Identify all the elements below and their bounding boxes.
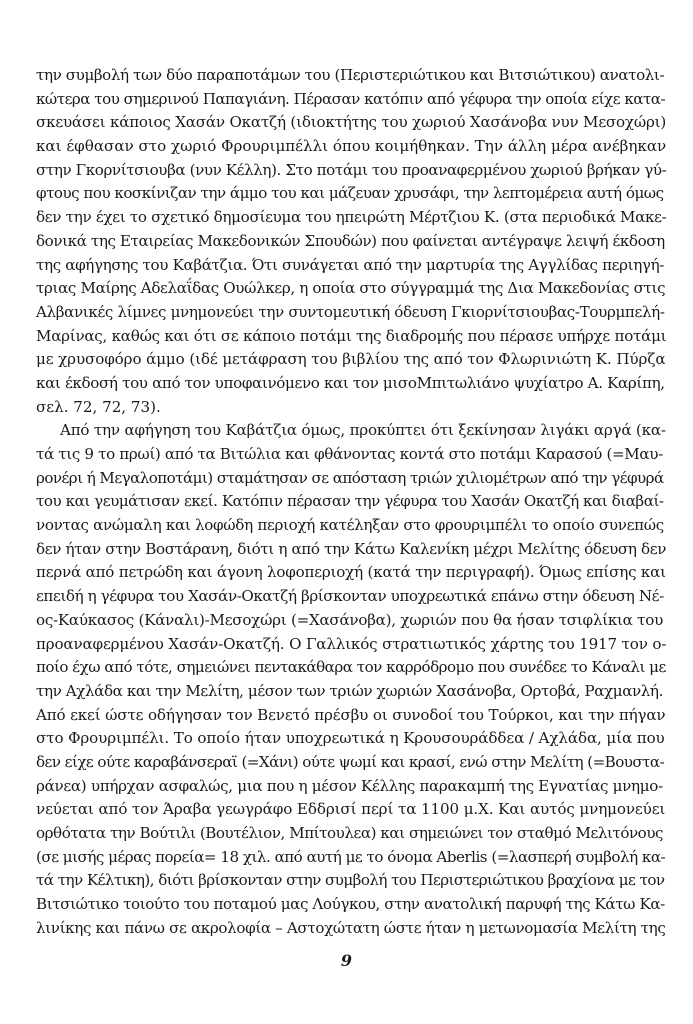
paragraph-1 [36, 64, 666, 419]
text-line: τά τις 9 το πρωί) από τα Βιτώλια και φθάνοντας κοντά στο ποτάμι Καρασού (=Μαυ- [36, 445, 663, 463]
text-line: ος-Καύκασος (Κάναλι)-Μεσοχώρι (=Χασάνοβα), χωριών που θα ήσαν τσιφλίκια του [36, 610, 664, 629]
text-line: της αφήγησης του Καβάτζια. Ότι συνάγεται από την μαρτυρία της Αγγλίδας περιηγή- [36, 255, 665, 274]
text-line: στην Γκορνίτσιουβα (νυν Κέλλη). Στο ποτάμι του προαναφερμένου χωριού βρήκαν γύ- [36, 160, 667, 179]
text-line: τά την Κέλτικη), διότι βρίσκονταν στην συμβολή του Περιστεριώτικου βραχίονα με τον [36, 871, 665, 890]
text-line: ράνεα) υπήρχαν ασφαλώς, μια που η μέσον Κέλλης παρακαμπή της Εγνατίας μνημο- [36, 776, 663, 795]
text-line: με χρυσοφόρο άμμο (ιδέ μετάφραση του βιβλίου της από τον Φλωρινιώτη Κ. Πύρζα [36, 350, 666, 369]
text-line: περνά από πετρώδη και άγονη λοφοπεριοχή (κατά την περιγραφή). Όμως επίσης και [36, 563, 666, 582]
text-line: του και γευμάτισαν εκεί. Κατόπιν πέρασαν την γέφυρα του Χασάν Οκατζή και διαβαί- [36, 492, 664, 511]
body-text [36, 64, 666, 940]
text-line: Αλβανικές λίμνες μνημονεύει την συντομευτική όδευση Γκιορνίτσιουβας-Τουρμπελή- [36, 302, 665, 321]
text-line: νεύεται από τον Άραβα γεωγράφο Εδδρισί περί τα 1100 μ.Χ. Και αυτός μνημονεύει [36, 800, 666, 819]
text-line: και έφθασαν στο χωριό Φρουριμπέλλι όπου κοιμήθηκαν. Την άλλη μέρα ανέβηκαν [36, 137, 667, 156]
text-line: φτους που κοσκίνιζαν την άμμο του και μάζευαν χρυσάφι, την λεπτομέρεια αυτή όμως [36, 184, 664, 203]
text-line: σκευάσει κάποιος Χασάν Οκατζή (ιδιοκτήτης του χωριού Χασάνοβα νυν Μεσοχώρι) [36, 113, 667, 132]
text-line: Από εκεί ώστε οδήγησαν τον Βενετό πρέσβυ οι συνοδοί του Τούρκοι, και την πήγαν [36, 705, 666, 724]
text-line: προαναφερμένου Χασάν-Οκατζή. Ο Γαλλικός στρατιωτικός χάρτης του 1917 τον ο- [36, 634, 667, 653]
text-line: λινίκης και πάνω σε ακρολοφία – Αστοχώτατη ώστε ήταν η μετωνομασία Μελίτη της [36, 918, 666, 937]
text-line: ποίο έχω από τότε, σημειώνει πεντακάθαρα τον καρρόδρομο που συνέδεε το Κάναλι με [36, 658, 666, 677]
text-line: δονικά της Εταιρείας Μακεδονικών Σπουδών) που φαίνεται αντέγραψε λειψή έκδοση [36, 231, 665, 250]
text-line: την Αχλάδα και την Μελίτη, μέσον των τριών χωριών Χασάνοβα, Ορτοβά, Ραχμανλή. [36, 681, 663, 700]
text-line: δεν ήταν στην Βοστάρανη, διότι η από την Κάτω Καλενίκη μέχρι Μελίτης όδευση δεν [36, 539, 667, 558]
text-line: την συμβολή των δύο παραποτάμων του (Περιστεριώτικου και Βιτσιώτικου) ανατολι- [36, 66, 665, 84]
text-line: τριας Μαίρης Αδελαΐδας Ουώλκερ, η οποία στο σύγγραμμά της Δια Μακεδονίας στις [36, 279, 666, 298]
text-line: Βιτσιώτικο τοιούτο του ποταμού μας Λούγκου, στην ανατολική παρυφή της Κάτω Κα- [36, 895, 665, 914]
text-line: Από την αφήγηση του Καβάτζια όμως, προκύπτει ότι ξεκίνησαν λιγάκι αργά (κα- [60, 421, 666, 440]
text-line: επειδή η γέφυρα του Χασάν-Οκατζή βρίσκονταν υποχρεωτικά επάνω στην όδευση Νέ- [36, 587, 664, 606]
text-line: Μαρίνας, καθώς και ότι σε κάποιο ποτάμι της διαδρομής που πέρασε υπήρχε ποτάμι [36, 326, 667, 345]
text-line: στο Φρουριμπέλι. Το οποίο ήταν υποχρεωτικά η Κρουσουράδδεα / Αχλάδα, μία που [36, 729, 665, 748]
text-line: σελ. 72, 72, 73). [36, 397, 161, 416]
text-line: (σε μισής μέρας πορεία= 18 χιλ. από αυτή με το όνομα Aberlis (=λασπερή συμβολή κα- [36, 847, 666, 866]
text-line: κώτερα του σημερινού Παπαγιάνη. Πέρασαν κατόπιν από γέφυρα την οποία είχε κατα- [36, 89, 666, 108]
text-line: ρονέρι ή Μεγαλοποτάμι) σταμάτησαν σε απόσταση τριών χιλιομέτρων από την γέφυρά [36, 468, 664, 487]
text-line: ορθότατα την Βούτιλι (Βουτέλιον, Μπίτουλεα) και σημειώνει τον σταθμό Μελιτόνους [36, 824, 664, 842]
text-line: και έκδοσή του από τον υποφαινόμενο και τον μισοΜπιτωλιάνο ψυχίατρο Α. Καρίπη, [36, 373, 665, 392]
text-line: δεν την έχει το σχετικό δημοσίευμα του ηπειρώτη Μέρτζιου Κ. (στα περιοδικά Μακε- [36, 208, 667, 227]
page-number: 9 [340, 951, 353, 970]
paragraph-2 [36, 419, 666, 940]
text-line: δεν είχε ούτε καραβάνσεραϊ (=Χάνι) ούτε ψωμί και κρασί, ενώ στην Μελίτη (=Βουστα- [36, 752, 665, 771]
text-line: νοντας ανώμαλη και λοφώδη περιοχή κατέληξαν στο φρουριμπέλι το οποίο συνεπώς [36, 516, 664, 535]
